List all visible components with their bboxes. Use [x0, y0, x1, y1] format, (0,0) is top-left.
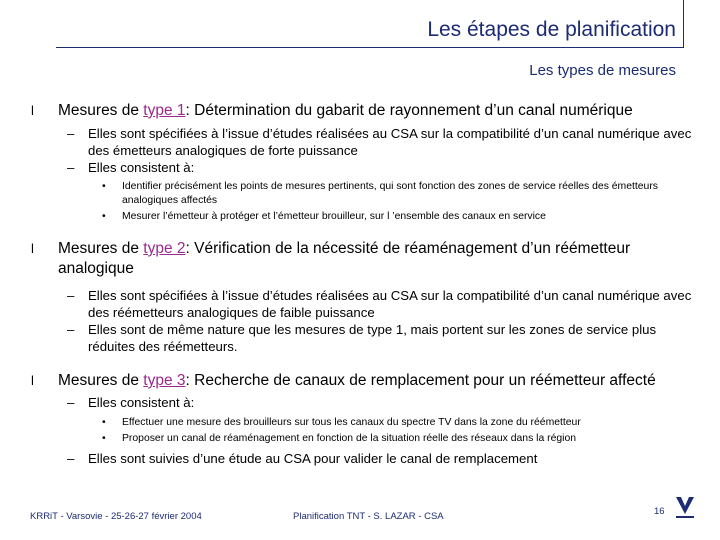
- section-type-1-heading: [30, 101, 700, 121]
- section-description: : Détermination du gabarit de rayonnement d’un canal numérique: [185, 102, 633, 119]
- list-item: [30, 125, 700, 159]
- section-type-3-heading: [30, 371, 700, 391]
- dash-glyph: –: [67, 395, 75, 410]
- header-vertical-rule: [683, 0, 684, 48]
- sub-list-item: [30, 210, 700, 224]
- bullet-glyph: l: [31, 103, 34, 118]
- header-rule: [56, 47, 684, 48]
- dot-glyph: •: [102, 211, 106, 222]
- footer-event: KRRiT - Varsovie - 25-26-27 février 2004: [30, 511, 202, 522]
- list-item-text: Elles sont spécifiées à l’issue d’études réalisées au CSA sur la compatibilité d’un canal numérique avec des réémetteurs analogiques de faible puissance: [88, 288, 692, 320]
- section-description: : Recherche de canaux de remplacement pour un réémetteur affecté: [185, 372, 656, 389]
- list-item-text: Elles sont spécifiées à l’issue d’études réalisées au CSA sur la compatibilité d’un canal numérique avec des émetteurs analogiques de forte puissance: [88, 126, 692, 158]
- sub-list-item-text: Identifier précisément les points de mesures pertinents, qui sont fonction des zones de service réelles des émetteurs analogiques affectés: [122, 181, 658, 206]
- section-prefix: Mesures de: [58, 240, 144, 257]
- page-number: 16: [654, 506, 665, 517]
- footer-author: Planification TNT - S. LAZAR - CSA: [293, 511, 444, 522]
- list-item-text: Elles consistent à:: [88, 395, 195, 410]
- page-title: Les étapes de planification: [427, 18, 676, 41]
- list-item-text: Elles sont suivies d’une étude au CSA pour valider le canal de remplacement: [88, 451, 538, 466]
- list-item: [30, 159, 700, 176]
- dot-glyph: •: [102, 433, 106, 444]
- sub-list-item-text: Proposer un canal de réaménagement en fonction de la situation réelle des réseaux dans la région: [122, 433, 577, 444]
- slide-content: [30, 101, 700, 467]
- section-prefix: Mesures de: [58, 102, 144, 119]
- sub-list-item: [30, 416, 700, 430]
- dash-glyph: –: [67, 126, 75, 141]
- sub-list-item: [30, 180, 700, 208]
- bullet-glyph: l: [31, 241, 34, 256]
- dash-glyph: –: [67, 160, 75, 175]
- list-item: [30, 450, 700, 467]
- list-item: [30, 287, 700, 321]
- dash-glyph: –: [67, 322, 75, 337]
- sub-list-item: [30, 432, 700, 446]
- section-type-2-heading: [30, 239, 700, 279]
- section-prefix: Mesures de: [58, 372, 144, 389]
- type-2-link[interactable]: type 2: [143, 240, 186, 257]
- csa-logo-icon: [674, 494, 696, 525]
- section-description: : Vérification de la nécessité de réaménagement d’un réémetteur analogique: [58, 240, 631, 277]
- sub-list-item-text: Mesurer l’émetteur à protéger et l’émetteur brouilleur, sur l ’ensemble des canaux en service: [122, 211, 546, 222]
- page-subtitle: Les types de mesures: [529, 62, 676, 79]
- dash-glyph: –: [67, 451, 75, 466]
- list-item: [30, 394, 700, 411]
- dot-glyph: •: [102, 181, 106, 192]
- type-3-link[interactable]: type 3: [143, 372, 186, 389]
- sub-list-item-text: Effectuer une mesure des brouilleurs sur tous les canaux du spectre TV dans la zone du réémetteur: [122, 417, 581, 428]
- list-item: [30, 321, 700, 355]
- list-item-text: Elles sont de même nature que les mesures de type 1, mais portent sur les zones de service plus réduites des réémetteurs.: [88, 322, 657, 354]
- bullet-glyph: l: [31, 373, 34, 388]
- dash-glyph: –: [67, 288, 75, 303]
- type-1-link[interactable]: type 1: [143, 102, 186, 119]
- dot-glyph: •: [102, 417, 106, 428]
- list-item-text: Elles consistent à:: [88, 160, 195, 175]
